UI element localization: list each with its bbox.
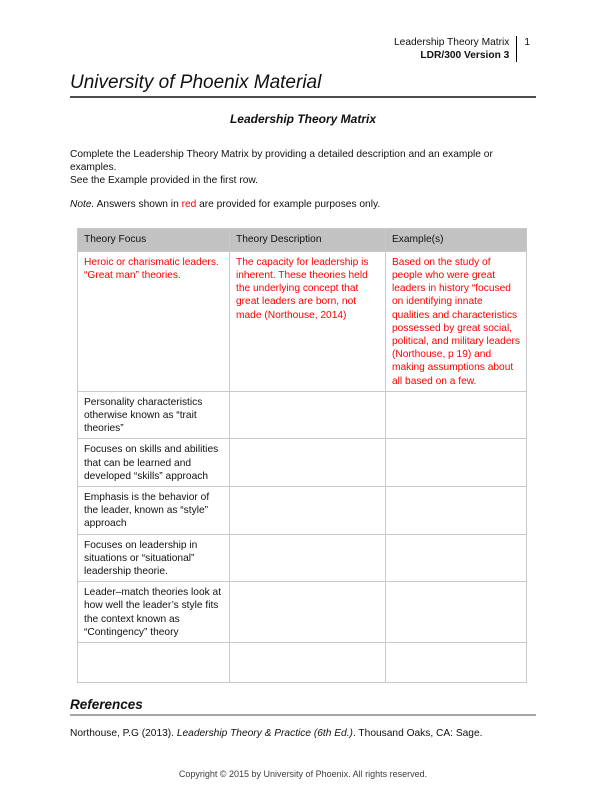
page-number: 1 (524, 37, 530, 48)
note-lead: Note. (70, 198, 95, 210)
theory-table (77, 228, 527, 683)
cell-theory-description (230, 439, 386, 487)
reference-author-year: Northouse, P.G (2013). (70, 728, 177, 740)
table-row (78, 643, 527, 683)
page-number-divider (516, 36, 517, 62)
cell-theory-focus: Focuses on leadership in situations or “situational” leadership theorie. (78, 534, 230, 582)
document-title: University of Phoenix Material (70, 72, 536, 98)
cell-theory-description (230, 643, 386, 683)
cell-theory-focus: Focuses on skills and abilities that can be learned and developed “skills” approach (78, 439, 230, 487)
cell-example (386, 391, 527, 439)
cell-theory-focus: Personality characteristics otherwise known as “trait theories” (78, 391, 230, 439)
note-text-after: are provided for example purposes only. (196, 198, 381, 210)
col-header-examples: Example(s) (386, 228, 527, 251)
col-header-theory-description: Theory Description (230, 228, 386, 251)
page-header (70, 36, 530, 62)
document-subtitle: Leadership Theory Matrix (229, 112, 377, 126)
cell-theory-description: The capacity for leadership is inherent. These theories held the underlying concept that great leaders are born, not made (Northouse, 2014) (230, 251, 386, 391)
cell-example (386, 643, 527, 683)
cell-theory-focus: Emphasis is the behavior of the leader, known as “style” approach (78, 487, 230, 535)
col-header-theory-focus: Theory Focus (78, 228, 230, 251)
table-header-row (78, 228, 527, 251)
note-text-before: Answers shown in (94, 198, 182, 210)
intro-paragraph (70, 148, 536, 188)
running-header-text (394, 36, 509, 62)
cell-theory-description (230, 534, 386, 582)
intro-sentence-1: Complete the Leadership Theory Matrix by providing a detailed description and an example or examples. (70, 149, 493, 174)
cell-example (386, 487, 527, 535)
running-title: Leadership Theory Matrix (394, 37, 510, 48)
reference-publisher: . Thousand Oaks, CA: Sage. (352, 728, 483, 740)
cell-theory-focus: Heroic or charismatic leaders. “Great man” theories. (78, 251, 230, 391)
cell-example (386, 534, 527, 582)
references-heading: References (70, 697, 536, 716)
note-paragraph (70, 198, 536, 211)
table-row (78, 487, 527, 535)
cell-theory-focus: Leader–match theories look at how well the leader’s style fits the context known as “Contingency” theory (78, 582, 230, 643)
table-row (78, 534, 527, 582)
cell-theory-focus (78, 643, 230, 683)
cell-example (386, 439, 527, 487)
cell-theory-description (230, 582, 386, 643)
table-row (78, 251, 527, 391)
intro-sentence-2: See the Example provided in the first row. (70, 175, 259, 187)
cell-theory-description (230, 487, 386, 535)
reference-entry (70, 727, 536, 740)
copyright-footer: Copyright © 2015 by University of Phoenix. All rights reserved. (178, 769, 428, 779)
cell-example: Based on the study of people who were great leaders in history “focused on identifying innate qualities and characteristics possessed by great social, political, and military leaders (Northouse, p 19) and making assumptions about all based on a few. (386, 251, 527, 391)
table-row (78, 582, 527, 643)
course-version: LDR/300 Version 3 (420, 50, 510, 61)
cell-example (386, 582, 527, 643)
reference-title-italic: Leadership Theory & Practice (6th Ed.) (176, 728, 353, 740)
table-row (78, 391, 527, 439)
cell-theory-description (230, 391, 386, 439)
red-keyword: red (181, 198, 197, 210)
table-row (78, 439, 527, 487)
